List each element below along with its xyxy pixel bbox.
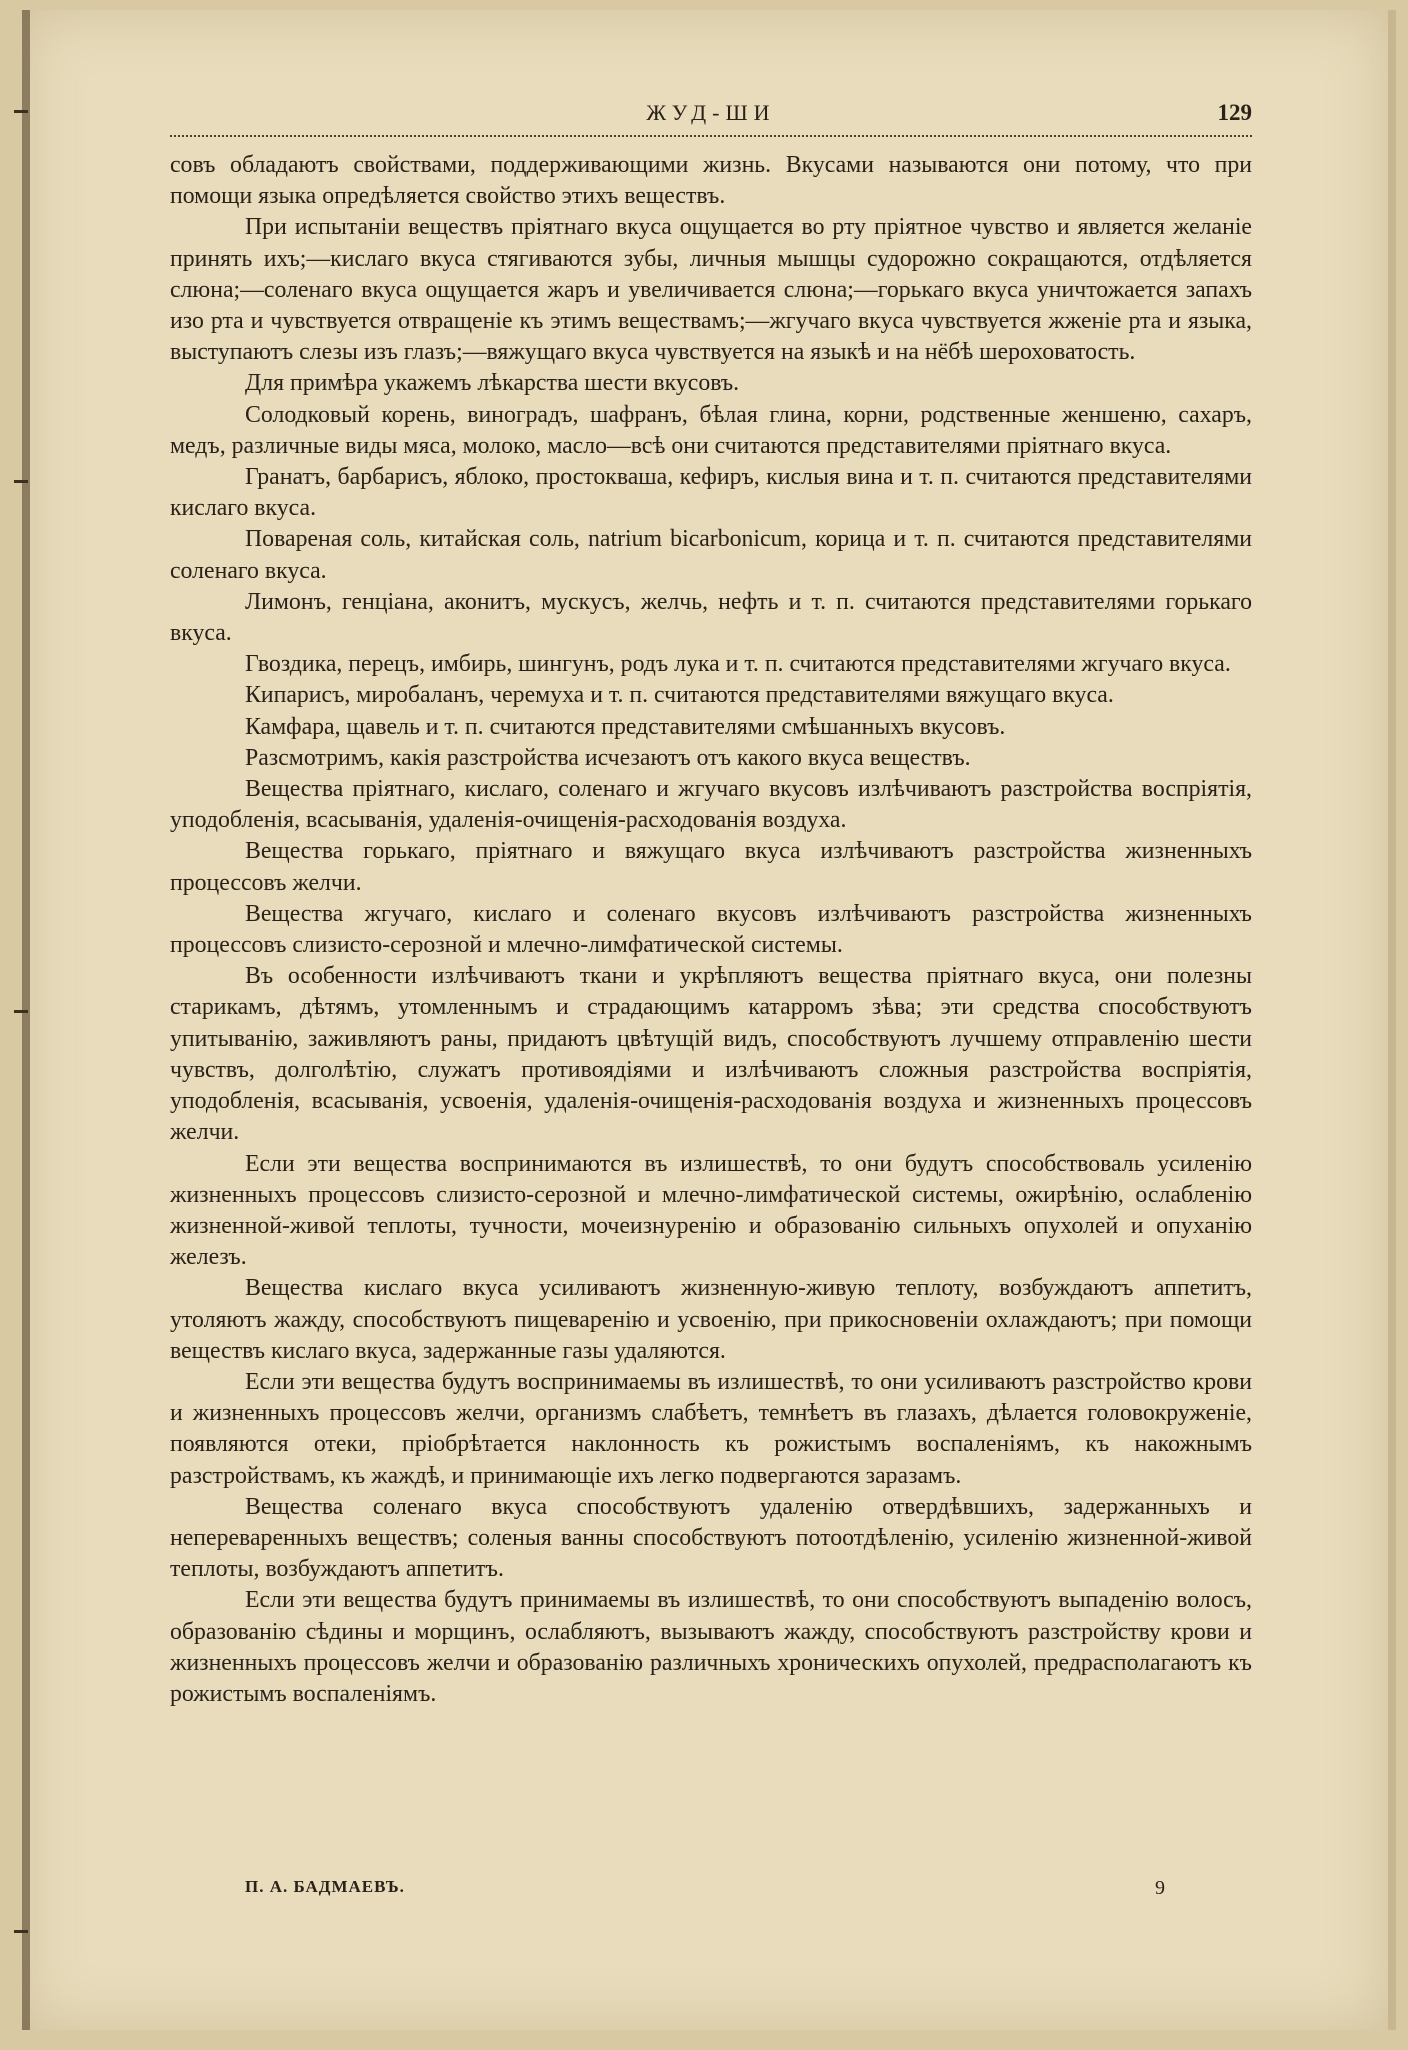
paragraph: совъ обладаютъ свойствами, поддерживающими жизнь. Вкусами называются они потому, что при помощи языка опредѣляется свойство этихъ веществъ. <box>170 152 1252 210</box>
paragraph: Вещества горькаго, пріятнаго и вяжущаго вкуса излѣчиваютъ разстройства жизненныхъ процессовъ желчи. <box>170 838 1252 896</box>
paragraph: Вещества пріятнаго, кислаго, соленаго и жгучаго вкусовъ излѣчиваютъ разстройства воспріятія, уподобленія, всасыванія, удаленія-очищенія-расходованія воздуха. <box>170 776 1252 834</box>
paragraph: Если эти вещества воспринимаются въ излишествѣ, то они будутъ способствоваль усиленію жизненныхъ процессовъ слизисто-серозной и млечно-лимфатической системы, ожирѣнію, ослабленію жизненной-живой теплоты, тучности, мочеизнуренію и образованію сильныхъ опухолей и опуханію железъ. <box>170 1150 1252 1271</box>
margin-mark <box>14 110 28 113</box>
paragraph: Если эти вещества будутъ принимаемы въ излишествѣ, то они способствуютъ выпаденію волосъ, образованію сѣдины и морщинъ, ослабляютъ, вызываютъ жажду, способствуютъ разстройству крови и жизненныхъ процессовъ желчи и образованію различныхъ хроническихъ опухолей, предрасполагаютъ къ рожистымъ воспаленіямъ. <box>170 1587 1252 1707</box>
body-text <box>170 150 1252 1870</box>
footer-author: П. А. БАДМАЕВЪ. <box>245 1877 405 1896</box>
signature-mark: 9 <box>1155 1877 1165 1899</box>
margin-mark <box>14 1010 28 1013</box>
page-header <box>170 100 1252 132</box>
page-edge <box>1388 10 1396 2030</box>
header-rule <box>170 135 1252 143</box>
paragraph: Гвоздика, перецъ, имбирь, шингунъ, родъ лука и т. п. считаются представителями жгучаго вкуса. <box>245 651 1231 678</box>
paragraph: При испытаніи веществъ пріятнаго вкуса ощущается во рту пріятное чувство и является желаніе принять ихъ;—кислаго вкуса стягиваются зубы, личныя мышцы судорожно сокращаются, отдѣляется слюна;—соленаго вкуса ощущается жаръ и увеличивается слюна;—горькаго вкуса уничтожается запахъ изо рта и чувствуется отвращеніе къ этимъ веществамъ;—жгучаго вкуса чувствуется жженіе рта и языка, выступаютъ слезы изъ глазъ;—вяжущаго вкуса чувствуется на языкѣ и на нёбѣ шероховатость. <box>170 214 1252 366</box>
margin-mark <box>14 480 28 483</box>
paragraph: Въ особенности излѣчиваютъ ткани и укрѣпляютъ вещества пріятнаго вкуса, они полезны старикамъ, дѣтямъ, утомленнымъ и страдающимъ катарромъ зѣва; эти средства способствуютъ упитыванію, заживляютъ раны, придаютъ цвѣтущій видъ, способствуютъ лучшему отправленію шести чувствъ, долголѣтію, служатъ противоядіями и излѣчиваютъ сложныя разстройства воспріятія, уподобленія, всасыванія, усвоенія, удаленія-очищенія-расходованія воздуха и жизненныхъ процессовъ желчи. <box>170 963 1252 1146</box>
paragraph: Кипарисъ, миробаланъ, черемуха и т. п. считаются представителями вяжущаго вкуса. <box>245 682 1114 709</box>
paragraph: Солодковый корень, виноградъ, шафранъ, бѣлая глина, корни, родственные женшеню, сахаръ, медъ, различные виды мяса, молоко, масло—всѣ они считаются представителями пріятнаго вкуса. <box>170 401 1252 459</box>
paragraph: Вещества жгучаго, кислаго и соленаго вкусовъ излѣчиваютъ разстройства жизненныхъ процессовъ слизисто-серозной и млечно-лимфатической системы. <box>170 900 1252 959</box>
running-title: ЖУД-ШИ <box>646 100 776 125</box>
paragraph: Если эти вещества будутъ воспринимаемы въ излишествѣ, то они усиливаютъ разстройство крови и жизненныхъ процессовъ желчи, организмъ слабѣетъ, темнѣетъ въ глазахъ, дѣлается головокруженіе, появляются отеки, пріобрѣтается наклонность къ рожистымъ воспаленіямъ, къ накожнымъ разстройствамъ, къ жаждѣ, и принимающіе ихъ легко подвергаются заразамъ. <box>170 1368 1252 1489</box>
page-number: 129 <box>1217 100 1252 125</box>
margin-mark <box>14 1930 28 1933</box>
paragraph: Камфара, щавель и т. п. считаются представителями смѣшанныхъ вкусовъ. <box>245 713 1006 740</box>
paragraph: Вещества соленаго вкуса способствуютъ удаленію отвердѣвшихъ, задержанныхъ и непереваренныхъ веществъ; соленыя ванны способствуютъ потоотдѣленію, усиленію жизненной-живой теплоты, возбуждаютъ аппетитъ. <box>170 1493 1252 1583</box>
page-footer <box>245 1877 1195 1907</box>
paragraph: Для примѣра укажемъ лѣкарства шести вкусовъ. <box>245 370 740 397</box>
paragraph: Разсмотримъ, какія разстройства исчезаютъ отъ какого вкуса веществъ. <box>245 744 971 771</box>
paragraph: Вещества кислаго вкуса усиливаютъ жизненную-живую теплоту, возбуждаютъ аппетитъ, утоляютъ жажду, способствуютъ пищеваренію и усвоенію, при прикосновеніи охлаждаютъ; при помощи веществъ кислаго вкуса, задержанные газы удаляются. <box>170 1275 1252 1364</box>
paragraph: Гранатъ, барбарисъ, яблоко, простокваша, кефиръ, кислыя вина и т. п. считаются представителями кислаго вкуса. <box>170 464 1252 522</box>
binding-edge <box>22 10 30 2030</box>
paragraph: Повареная соль, китайская соль, natrium bicarbonicum, корица и т. п. считаются представителями соленаго вкуса. <box>170 526 1252 584</box>
paragraph: Лимонъ, генціана, аконитъ, мускусъ, желчь, нефть и т. п. считаются представителями горькаго вкуса. <box>170 588 1252 647</box>
